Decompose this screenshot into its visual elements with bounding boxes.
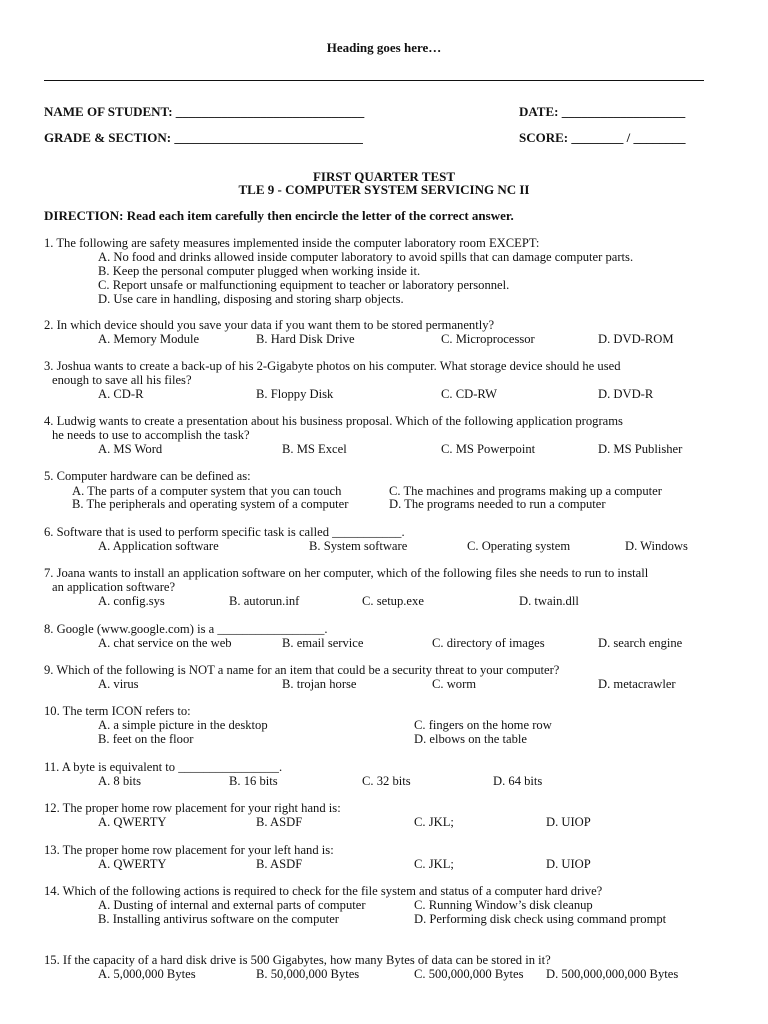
- direction-label: DIRECTION:: [44, 208, 124, 223]
- choice-3c[interactable]: C. CD-RW: [441, 387, 497, 401]
- choice-15a[interactable]: A. 5,000,000 Bytes: [98, 967, 196, 981]
- choice-3b[interactable]: B. Floppy Disk: [256, 387, 334, 401]
- test-subtitle: TLE 9 - COMPUTER SYSTEM SERVICING NC II: [238, 182, 530, 197]
- page-heading: Heading goes here…: [326, 40, 442, 55]
- choice-14b[interactable]: B. Installing antivirus software on the computer: [98, 912, 339, 926]
- choice-8c[interactable]: C. directory of images: [432, 636, 545, 650]
- question-15: 15. If the capacity of a hard disk drive is 500 Gigabytes, how many Bytes of data can be stored in it?: [44, 953, 551, 967]
- question-4-cont: he needs to use to accomplish the task?: [52, 428, 250, 442]
- choice-13b[interactable]: B. ASDF: [256, 857, 303, 871]
- choice-5d[interactable]: D. The programs needed to run a computer: [389, 497, 606, 511]
- question-7-cont: an application software?: [52, 580, 176, 594]
- choice-10d[interactable]: D. elbows on the table: [414, 732, 527, 746]
- question-5: 5. Computer hardware can be defined as:: [44, 469, 251, 483]
- question-10: 10. The term ICON refers to:: [44, 704, 191, 718]
- choice-12d[interactable]: D. UIOP: [546, 815, 591, 829]
- question-1: 1. The following are safety measures implemented inside the computer laboratory room EXCEPT:: [44, 236, 540, 250]
- question-3: 3. Joshua wants to create a back-up of his 2-Gigabyte photos on his computer. What storage device should he used: [44, 359, 621, 373]
- question-12: 12. The proper home row placement for your right hand is:: [44, 801, 341, 815]
- choice-5a[interactable]: A. The parts of a computer system that you can touch: [72, 484, 342, 498]
- direction-text: Read each item carefully then encircle the letter of the correct answer.: [123, 208, 514, 223]
- choice-10a[interactable]: A. a simple picture in the desktop: [98, 718, 268, 732]
- question-4: 4. Ludwig wants to create a presentation about his business proposal. Which of the following application programs: [44, 414, 623, 428]
- header-divider: [44, 80, 704, 81]
- choice-4d[interactable]: D. MS Publisher: [598, 442, 683, 456]
- choice-6a[interactable]: A. Application software: [98, 539, 219, 553]
- choice-2a[interactable]: A. Memory Module: [98, 332, 200, 346]
- question-9: 9. Which of the following is NOT a name for an item that could be a security threat to your computer?: [44, 663, 560, 677]
- choice-12a[interactable]: A. QWERTY: [98, 815, 167, 829]
- choice-14a[interactable]: A. Dusting of internal and external parts of computer: [98, 898, 366, 912]
- choice-8a[interactable]: A. chat service on the web: [98, 636, 232, 650]
- choice-11a[interactable]: A. 8 bits: [98, 774, 142, 788]
- question-8: 8. Google (www.google.com) is a _________________.: [44, 622, 328, 636]
- question-3-cont: enough to save all his files?: [52, 373, 192, 387]
- choice-9d[interactable]: D. metacrawler: [598, 677, 676, 691]
- student-name-field[interactable]: NAME OF STUDENT: _____________________________: [44, 104, 365, 119]
- choice-6c[interactable]: C. Operating system: [467, 539, 571, 553]
- choice-13c[interactable]: C. JKL;: [414, 857, 454, 871]
- choice-12c[interactable]: C. JKL;: [414, 815, 454, 829]
- question-14: 14. Which of the following actions is required to check for the file system and status of a computer hard drive?: [44, 884, 603, 898]
- choice-12b[interactable]: B. ASDF: [256, 815, 303, 829]
- choice-5b[interactable]: B. The peripherals and operating system of a computer: [72, 497, 349, 511]
- choice-15b[interactable]: B. 50,000,000 Bytes: [256, 967, 360, 981]
- choice-6b[interactable]: B. System software: [309, 539, 408, 553]
- choice-7a[interactable]: A. config.sys: [98, 594, 165, 608]
- choice-11c[interactable]: C. 32 bits: [362, 774, 411, 788]
- choice-7d[interactable]: D. twain.dll: [519, 594, 579, 608]
- choice-8b[interactable]: B. email service: [282, 636, 364, 650]
- choice-5c[interactable]: C. The machines and programs making up a computer: [389, 484, 662, 498]
- test-title: FIRST QUARTER TEST: [312, 169, 456, 184]
- choice-9c[interactable]: C. worm: [432, 677, 477, 691]
- choice-1c[interactable]: C. Report unsafe or malfunctioning equipment to teacher or laboratory personnel.: [98, 278, 510, 292]
- question-7: 7. Joana wants to install an application software on her computer, which of the following files she needs to run to install: [44, 566, 649, 580]
- choice-2b[interactable]: B. Hard Disk Drive: [256, 332, 355, 346]
- question-13: 13. The proper home row placement for your left hand is:: [44, 843, 334, 857]
- date-field[interactable]: DATE: ___________________: [519, 104, 686, 119]
- choice-10b[interactable]: B. feet on the floor: [98, 732, 194, 746]
- choice-7b[interactable]: B. autorun.inf: [229, 594, 300, 608]
- choice-9b[interactable]: B. trojan horse: [282, 677, 357, 691]
- choice-4c[interactable]: C. MS Powerpoint: [441, 442, 536, 456]
- question-2: 2. In which device should you save your data if you want them to be stored permanently?: [44, 318, 495, 332]
- choice-3d[interactable]: D. DVD-R: [598, 387, 654, 401]
- choice-14c[interactable]: C. Running Window’s disk cleanup: [414, 898, 593, 912]
- choice-8d[interactable]: D. search engine: [598, 636, 683, 650]
- choice-1a[interactable]: A. No food and drinks allowed inside computer laboratory to avoid spills that can damage computer parts.: [98, 250, 634, 264]
- question-11: 11. A byte is equivalent to ________________.: [44, 760, 283, 774]
- direction: [44, 208, 514, 224]
- choice-11b[interactable]: B. 16 bits: [229, 774, 278, 788]
- score-field[interactable]: SCORE: ________ / ________: [519, 130, 686, 145]
- choice-7c[interactable]: C. setup.exe: [362, 594, 424, 608]
- choice-4b[interactable]: B. MS Excel: [282, 442, 347, 456]
- question-6: 6. Software that is used to perform specific task is called ___________.: [44, 525, 405, 539]
- choice-4a[interactable]: A. MS Word: [98, 442, 163, 456]
- choice-11d[interactable]: D. 64 bits: [493, 774, 543, 788]
- choice-13a[interactable]: A. QWERTY: [98, 857, 167, 871]
- choice-2c[interactable]: C. Microprocessor: [441, 332, 535, 346]
- grade-section-field[interactable]: GRADE & SECTION: _____________________________: [44, 130, 363, 145]
- choice-15d[interactable]: D. 500,000,000,000 Bytes: [546, 967, 679, 981]
- choice-3a[interactable]: A. CD-R: [98, 387, 144, 401]
- choice-9a[interactable]: A. virus: [98, 677, 139, 691]
- choice-15c[interactable]: C. 500,000,000 Bytes: [414, 967, 524, 981]
- choice-2d[interactable]: D. DVD-ROM: [598, 332, 674, 346]
- choice-1d[interactable]: D. Use care in handling, disposing and storing sharp objects.: [98, 292, 404, 306]
- choice-13d[interactable]: D. UIOP: [546, 857, 591, 871]
- choice-14d[interactable]: D. Performing disk check using command prompt: [414, 912, 667, 926]
- choice-1b[interactable]: B. Keep the personal computer plugged when working inside it.: [98, 264, 421, 278]
- choice-10c[interactable]: C. fingers on the home row: [414, 718, 552, 732]
- choice-6d[interactable]: D. Windows: [625, 539, 688, 553]
